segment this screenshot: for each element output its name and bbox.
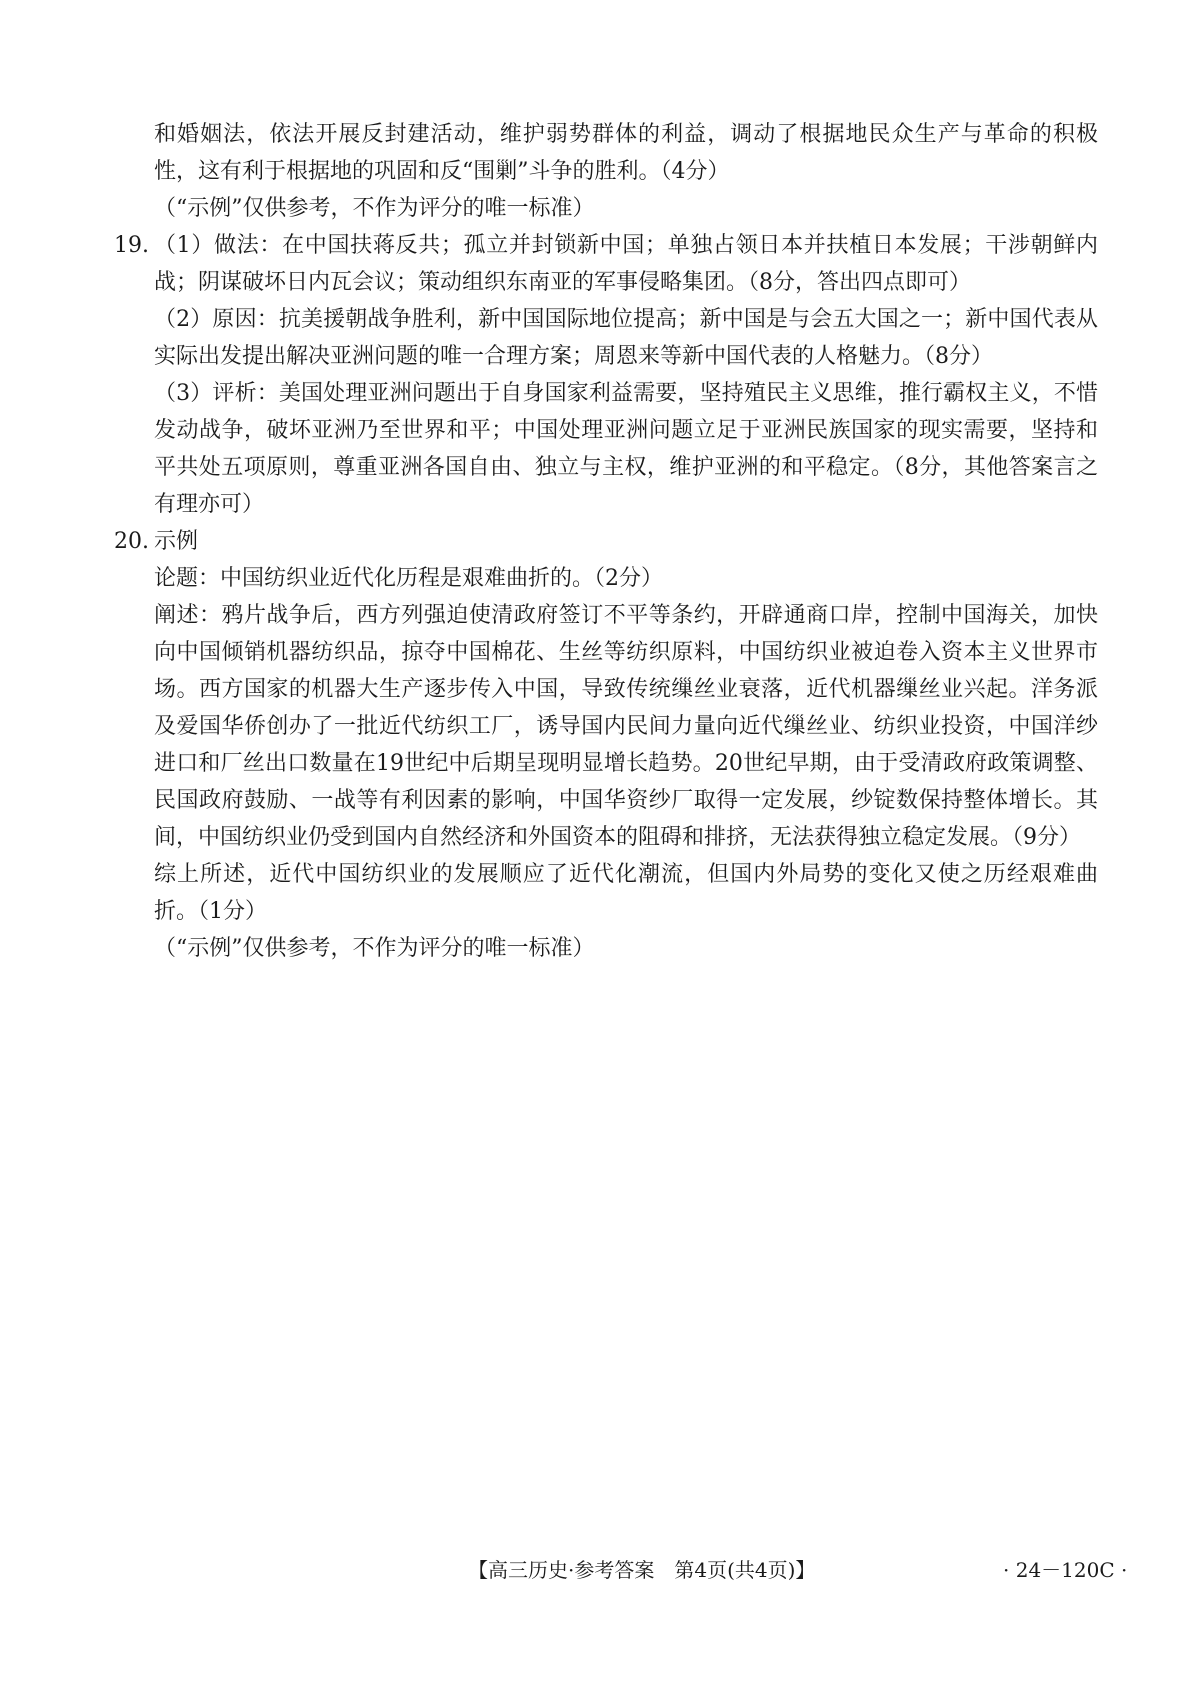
q20-conclusion: 综上所述，近代中国纺织业的发展顺应了近代化潮流，但国内外局势的变化又使之历经艰难曲折。（1分） (154, 862, 1098, 924)
q18-answer-continuation: 和婚姻法，依法开展反封建活动，维护弱势群体的利益，调动了根据地民众生产与革命的积极性，这有利于根据地的巩固和反“围剿”斗争的胜利。（4分） (154, 122, 1098, 184)
q19-part-1: （1）做法：在中国扶蒋反共；孤立并封锁新中国；单独占领日本并扶植日本发展；干涉朝鲜内战；阴谋破坏日内瓦会议；策动组织东南亚的军事侵略集团。（8分，答出四点即可） (154, 233, 1098, 295)
q20-thesis: 论题：中国纺织业近代化历程是艰难曲折的。（2分） (154, 566, 663, 591)
question-20-number: 20. (114, 529, 149, 554)
question-20-body (154, 523, 1098, 967)
question-20 (114, 523, 1098, 967)
answer-content (114, 116, 1098, 967)
question-19-body (154, 227, 1098, 523)
q20-reference-note: （“示例”仅供参考，不作为评分的唯一标准） (154, 936, 595, 961)
footer-title: 【高三历史·参考答案 第4页(共4页)】 (468, 1558, 816, 1582)
question-19 (114, 227, 1098, 523)
q20-heading: 示例 (154, 529, 199, 554)
q19-part-3: （3）评析：美国处理亚洲问题出于自身国家利益需要，坚持殖民主义思维，推行霸权主义，不惜发动战争，破坏亚洲乃至世界和平；中国处理亚洲问题立足于亚洲民族国家的现实需要，坚持和平共处五项原则，尊重亚洲各国自由、独立与主权，维护亚洲的和平稳定。（8分，其他答案言之有理亦可） (154, 381, 1098, 517)
q20-argument: 阐述：鸦片战争后，西方列强迫使清政府签订不平等条约，开辟通商口岸，控制中国海关，加快向中国倾销机器纺织品，掠夺中国棉花、生丝等纺织原料，中国纺织业被迫卷入资本主义世界市场。西方国家的机器大生产逐步传入中国，导致传统缫丝业衰落，近代机器缫丝业兴起。洋务派及爱国华侨创办了一批近代纺织工厂，诱导国内民间力量向近代缫丝业、纺织业投资，中国洋纱进口和厂丝出口数量在19世纪中后期呈现明显增长趋势。20世纪早期，由于受清政府政策调整、民国政府鼓励、一战等有利因素的影响，中国华资纱厂取得一定发展，纱锭数保持整体增长。其间，中国纺织业仍受到国内自然经济和外国资本的阻碍和排挤，无法获得独立稳定发展。（9分） (154, 603, 1098, 850)
q18-reference-note: （“示例”仅供参考，不作为评分的唯一标准） (154, 196, 595, 221)
footer-code: · 24－120C · (1003, 1558, 1128, 1582)
q19-part-2: （2）原因：抗美援朝战争胜利，新中国国际地位提高；新中国是与会五大国之一；新中国代表从实际出发提出解决亚洲问题的唯一合理方案；周恩来等新中国代表的人格魅力。（8分） (154, 307, 1098, 369)
question-19-number: 19. (114, 233, 149, 258)
